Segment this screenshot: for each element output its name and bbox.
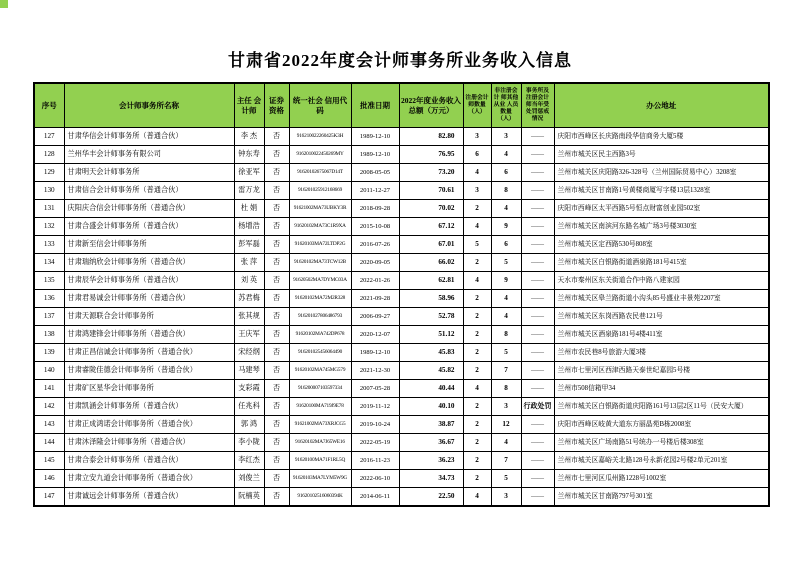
table-row [34,236,769,254]
cell-serial: 141 [34,380,64,398]
cell-cpa-count: 4 [463,380,491,398]
cell-securities-qualification: 否 [264,434,289,452]
cell-cpa-count: 2 [463,434,491,452]
cell-securities-qualification: 否 [264,182,289,200]
cell-office-address: 兰州市城关区广场南路51号统办一号楼后楼308室 [554,434,769,452]
table-row [34,308,769,326]
cell-securities-qualification: 否 [264,308,289,326]
cell-penalty-status: —— [521,488,554,507]
cell-firm-name: 甘肃明天会计师事务所 [64,164,234,182]
cell-credit-code: 91620502MA7DYMC03A [289,272,351,290]
cell-firm-name: 庆阳庆合信会计师事务所（普通合伙） [64,200,234,218]
cell-chief-accountant: 宋经纲 [234,344,264,362]
cell-other-staff-count: 3 [491,488,521,507]
cell-chief-accountant: 苏君梅 [234,290,264,308]
cell-penalty-status: —— [521,416,554,434]
cell-revenue: 62.81 [399,272,463,290]
cell-serial: 133 [34,236,64,254]
cell-office-address: 兰州市城关区嘉峪关北路128号永新花园2号楼2单元201室 [554,452,769,470]
cell-office-address: 兰州市城关区定西路530号808室 [554,236,769,254]
cell-other-staff-count: 4 [491,290,521,308]
cell-securities-qualification: 否 [264,254,289,272]
cell-serial: 144 [34,434,64,452]
cell-approval-date: 2006-09-27 [351,308,399,326]
cell-other-staff-count: 5 [491,470,521,488]
cell-revenue: 82.80 [399,128,463,146]
cell-serial: 132 [34,218,64,236]
cell-approval-date: 2022-01-26 [351,272,399,290]
cell-chief-accountant: 李 杰 [234,128,264,146]
header-firm-name: 会计师事务所名称 [64,83,234,128]
cell-penalty-status: 行政处罚 [521,398,554,416]
cell-chief-accountant: 王庆军 [234,326,264,344]
cell-serial: 130 [34,182,64,200]
cell-revenue: 52.78 [399,308,463,326]
cell-office-address: 天水市秦州区东关街道合作中路八建家园 [554,272,769,290]
cell-penalty-status: —— [521,272,554,290]
cell-penalty-status: —— [521,146,554,164]
cell-firm-name: 甘肃正成鸿诺会计师事务所（普通合伙） [64,416,234,434]
header-office-address: 办公地址 [554,83,769,128]
cell-office-address: 兰州市城关区白银路街道酒泉路181号415室 [554,254,769,272]
cell-revenue: 58.96 [399,290,463,308]
cell-approval-date: 2020-09-05 [351,254,399,272]
cell-credit-code: 91620102MA7J65WE16 [289,434,351,452]
cell-securities-qualification: 否 [264,362,289,380]
cell-securities-qualification: 否 [264,290,289,308]
cell-credit-code: 91621002MA73XRJCG5 [289,416,351,434]
cell-office-address: 兰州市城关区东岗西路农民巷121号 [554,308,769,326]
cell-securities-qualification: 否 [264,218,289,236]
cell-chief-accountant: 阮楠英 [234,488,264,507]
cell-penalty-status: —— [521,380,554,398]
cell-chief-accountant: 马建琴 [234,362,264,380]
cell-serial: 146 [34,470,64,488]
cell-serial: 129 [34,164,64,182]
cell-chief-accountant: 张其规 [234,308,264,326]
cell-chief-accountant: 雷万龙 [234,182,264,200]
cell-serial: 138 [34,326,64,344]
table-row [34,470,769,488]
cell-firm-name: 甘肃天源联合会计师事务所 [64,308,234,326]
cell-cpa-count: 2 [463,326,491,344]
cell-other-staff-count: 3 [491,128,521,146]
cell-revenue: 70.61 [399,182,463,200]
cell-other-staff-count: 12 [491,416,521,434]
revenue-table [33,82,770,507]
cell-securities-qualification: 否 [264,398,289,416]
header-serial: 序号 [34,83,64,128]
cell-office-address: 兰州市农民巷8号旅游大厦3楼 [554,344,769,362]
scan-corner-artifact [0,0,8,8]
cell-penalty-status: —— [521,182,554,200]
cell-credit-code: 916201025456064490 [289,344,351,362]
cell-approval-date: 2016-07-26 [351,236,399,254]
cell-firm-name: 甘肃瑞纳欣会计师事务所（普通合伙） [64,254,234,272]
cell-approval-date: 2016-11-23 [351,452,399,470]
cell-revenue: 67.01 [399,236,463,254]
cell-approval-date: 2022-05-19 [351,434,399,452]
header-other-staff-count: 非注册会计 师其他从业 人员数量 （人） [491,83,521,128]
cell-securities-qualification: 否 [264,488,289,507]
header-penalty-status: 事务所及 注册会计 师当年受 处罚惩戒 情况 [521,83,554,128]
cell-firm-name: 甘肃君易诚会计师事务所（普通合伙） [64,290,234,308]
cell-firm-name: 兰州华丰会计师事务有限公司 [64,146,234,164]
cell-revenue: 36.67 [399,434,463,452]
cell-cpa-count: 3 [463,128,491,146]
cell-revenue: 76.95 [399,146,463,164]
cell-other-staff-count: 4 [491,434,521,452]
cell-credit-code: 916201027806486793 [289,308,351,326]
cell-other-staff-count: 5 [491,344,521,362]
cell-firm-name: 甘肃正昌信诚会计师事务所（普通合伙） [64,344,234,362]
cell-credit-code: 916201025912168669 [289,182,351,200]
cell-approval-date: 2021-12-30 [351,362,399,380]
cell-cpa-count: 2 [463,290,491,308]
cell-office-address: 兰州市城关区甘南路797号301室 [554,488,769,507]
cell-credit-code: 91620102MA73C1R9XA [289,218,351,236]
cell-other-staff-count: 3 [491,398,521,416]
cell-approval-date: 2018-09-28 [351,200,399,218]
cell-firm-name: 甘肃睿陇佳德会计师事务所（普通合伙） [64,362,234,380]
cell-cpa-count: 4 [463,164,491,182]
cell-chief-accountant: 彭军磊 [234,236,264,254]
cell-serial: 134 [34,254,64,272]
cell-approval-date: 1989-12-10 [351,128,399,146]
cell-revenue: 38.87 [399,416,463,434]
cell-office-address: 庆阳市西峰区长庆路南段华信商务大厦5楼 [554,128,769,146]
cell-firm-name: 甘肃合盛会计师事务所（普通合伙） [64,218,234,236]
cell-penalty-status: —— [521,434,554,452]
cell-other-staff-count: 9 [491,272,521,290]
cell-approval-date: 2007-05-28 [351,380,399,398]
cell-office-address: 兰州市城关区南滨河东路名城广场3号楼3030室 [554,218,769,236]
cell-serial: 145 [34,452,64,470]
cell-penalty-status: —— [521,308,554,326]
cell-credit-code: 916200007103597334 [289,380,351,398]
cell-cpa-count: 4 [463,218,491,236]
cell-serial: 142 [34,398,64,416]
table-row [34,434,769,452]
cell-other-staff-count: 6 [491,164,521,182]
table-row [34,164,769,182]
cell-firm-name: 甘肃鸿建锋会计师事务所（普通合伙） [64,326,234,344]
table-row [34,254,769,272]
cell-chief-accountant: 钟东寿 [234,146,264,164]
cell-chief-accountant: 刘 英 [234,272,264,290]
cell-office-address: 兰州市城关区民主西路3号 [554,146,769,164]
cell-serial: 147 [34,488,64,507]
header-approval-date: 批准日期 [351,83,399,128]
cell-serial: 137 [34,308,64,326]
table-row [34,380,769,398]
cell-revenue: 67.12 [399,218,463,236]
cell-other-staff-count: 7 [491,362,521,380]
table-row [34,182,769,200]
cell-cpa-count: 2 [463,452,491,470]
cell-credit-code: 91620102MA72M2R328 [289,290,351,308]
cell-serial: 135 [34,272,64,290]
cell-penalty-status: —— [521,218,554,236]
cell-revenue: 22.50 [399,488,463,507]
cell-penalty-status: —— [521,200,554,218]
cell-firm-name: 甘肃诚远会计师事务所（普通合伙） [64,488,234,507]
cell-chief-accountant: 杜 娟 [234,200,264,218]
cell-revenue: 70.02 [399,200,463,218]
cell-revenue: 40.10 [399,398,463,416]
cell-credit-code: 91620100MA719J9E78 [289,398,351,416]
cell-credit-code: 91620103MA7LYM5W9G [289,470,351,488]
cell-credit-code: 916210022260425K3H [289,128,351,146]
cell-approval-date: 2014-06-11 [351,488,399,507]
cell-credit-code: 91620100MA71F1RL5Q [289,452,351,470]
cell-penalty-status: —— [521,128,554,146]
table-body [34,128,769,507]
cell-chief-accountant: 徐亚军 [234,164,264,182]
cell-cpa-count: 2 [463,470,491,488]
page-title: 甘肃省2022年度会计师事务所业务收入信息 [228,51,572,70]
table-row [34,290,769,308]
cell-cpa-count: 2 [463,200,491,218]
cell-penalty-status: —— [521,344,554,362]
cell-chief-accountant: 刘俊兰 [234,470,264,488]
cell-approval-date: 1989-12-10 [351,146,399,164]
cell-approval-date: 2008-05-05 [351,164,399,182]
table-header-row [34,83,769,128]
cell-revenue: 73.20 [399,164,463,182]
cell-serial: 128 [34,146,64,164]
cell-securities-qualification: 否 [264,452,289,470]
cell-other-staff-count: 6 [491,236,521,254]
cell-revenue: 51.12 [399,326,463,344]
cell-firm-name: 甘肃沐泽隆会计师事务所（普通合伙） [64,434,234,452]
cell-chief-accountant: 任兆科 [234,398,264,416]
cell-office-address: 庆阳市西峰区太平西路5号恒点财富创业园502室 [554,200,769,218]
cell-firm-name: 甘肃立安九道会计师事务所（普通合伙） [64,470,234,488]
cell-credit-code: 9162010022450269MY [289,146,351,164]
cell-other-staff-count: 8 [491,326,521,344]
table-row [34,488,769,507]
cell-firm-name: 甘肃矿区星华会计师事务所 [64,380,234,398]
cell-revenue: 45.83 [399,344,463,362]
cell-cpa-count: 2 [463,362,491,380]
cell-other-staff-count: 7 [491,452,521,470]
cell-cpa-count: 4 [463,488,491,507]
cell-penalty-status: —— [521,326,554,344]
cell-cpa-count: 2 [463,254,491,272]
cell-office-address: 兰州市城关区白银路街道庆阳路161号13层2区11号（民安大厦） [554,398,769,416]
cell-cpa-count: 2 [463,308,491,326]
cell-firm-name: 甘肃合泰会计师事务所（普通合伙） [64,452,234,470]
cell-cpa-count: 6 [463,146,491,164]
cell-penalty-status: —— [521,236,554,254]
cell-serial: 143 [34,416,64,434]
table-row [34,416,769,434]
table-row [34,218,769,236]
cell-office-address: 兰州市七里河区西津西路天泰世纪嘉园5号楼 [554,362,769,380]
cell-credit-code: 91620102MA745MG579 [289,362,351,380]
cell-firm-name: 甘肃华信会计师事务所（普通合伙） [64,128,234,146]
cell-securities-qualification: 否 [264,200,289,218]
cell-penalty-status: —— [521,164,554,182]
cell-approval-date: 2020-12-07 [351,326,399,344]
table-row [34,398,769,416]
cell-penalty-status: —— [521,452,554,470]
table-row [34,362,769,380]
cell-securities-qualification: 否 [264,416,289,434]
cell-firm-name: 甘肃新至信会计师事务所 [64,236,234,254]
cell-office-address: 兰州市城关区庆阳路326-328号（兰州国际贸易中心）3208室 [554,164,769,182]
table-row [34,128,769,146]
cell-cpa-count: 4 [463,272,491,290]
cell-other-staff-count: 8 [491,182,521,200]
cell-penalty-status: —— [521,362,554,380]
cell-approval-date: 1989-12-10 [351,344,399,362]
cell-credit-code: 91620103MA72LTDP2G [289,236,351,254]
cell-other-staff-count: 4 [491,308,521,326]
cell-securities-qualification: 否 [264,326,289,344]
cell-revenue: 36.23 [399,452,463,470]
header-securities-qualification: 证券 资格 [264,83,289,128]
cell-penalty-status: —— [521,254,554,272]
cell-revenue: 40.44 [399,380,463,398]
cell-office-address: 兰州市508信箱甲34 [554,380,769,398]
cell-chief-accountant: 郭 鸿 [234,416,264,434]
header-credit-code: 统一社会 信用代码 [289,83,351,128]
cell-serial: 136 [34,290,64,308]
cell-penalty-status: —— [521,470,554,488]
cell-chief-accountant: 杨增浩 [234,218,264,236]
cell-revenue: 66.02 [399,254,463,272]
cell-credit-code: 91620102516060394K [289,488,351,507]
header-chief-accountant: 主任 会计师 [234,83,264,128]
cell-securities-qualification: 否 [264,146,289,164]
cell-securities-qualification: 否 [264,164,289,182]
cell-other-staff-count: 5 [491,254,521,272]
table-row [34,200,769,218]
cell-approval-date: 2021-09-28 [351,290,399,308]
cell-approval-date: 2022-06-10 [351,470,399,488]
cell-approval-date: 2019-10-24 [351,416,399,434]
cell-securities-qualification: 否 [264,236,289,254]
cell-other-staff-count: 9 [491,218,521,236]
cell-firm-name: 甘肃凯涵会计师事务所（普通合伙） [64,398,234,416]
cell-serial: 127 [34,128,64,146]
cell-credit-code: 91620102MA73TCW12B [289,254,351,272]
cell-credit-code: 91621002MA73UBKY3R [289,200,351,218]
cell-serial: 131 [34,200,64,218]
cell-other-staff-count: 8 [491,380,521,398]
cell-other-staff-count: 4 [491,200,521,218]
cell-cpa-count: 2 [463,344,491,362]
cell-chief-accountant: 李红杰 [234,452,264,470]
cell-securities-qualification: 否 [264,470,289,488]
cell-serial: 140 [34,362,64,380]
cell-penalty-status: —— [521,290,554,308]
cell-office-address: 兰州市七里河区瓜州路1228号1002室 [554,470,769,488]
cell-chief-accountant: 支彩霞 [234,380,264,398]
table-row [34,272,769,290]
cell-cpa-count: 2 [463,416,491,434]
cell-approval-date: 2015-10-08 [351,218,399,236]
cell-cpa-count: 3 [463,182,491,200]
cell-revenue: 34.73 [399,470,463,488]
table-row [34,452,769,470]
cell-securities-qualification: 否 [264,272,289,290]
cell-firm-name: 甘肃辰华会计师事务所（普通合伙） [64,272,234,290]
cell-office-address: 兰州市城关区甘南路1号黄楼商厦写字楼13层1328室 [554,182,769,200]
cell-office-address: 兰州市城关区皋兰路街道小沟头85号盛业丰景苑2207室 [554,290,769,308]
cell-securities-qualification: 否 [264,128,289,146]
header-cpa-count: 注册会计 师数量 （人） [463,83,491,128]
cell-approval-date: 2011-12-27 [351,182,399,200]
cell-revenue: 45.82 [399,362,463,380]
table-row [34,344,769,362]
cell-securities-qualification: 否 [264,344,289,362]
cell-chief-accountant: 张 萍 [234,254,264,272]
cell-office-address: 兰州市城关区酒泉路181号4楼411室 [554,326,769,344]
cell-cpa-count: 2 [463,398,491,416]
cell-credit-code: 91620102675067D14T [289,164,351,182]
cell-chief-accountant: 李小陇 [234,434,264,452]
cell-serial: 139 [34,344,64,362]
cell-other-staff-count: 4 [491,146,521,164]
cell-firm-name: 甘肃信合会计师事务所（普通合伙） [64,182,234,200]
cell-cpa-count: 5 [463,236,491,254]
header-revenue-2022: 2022年度业务收入 总额（万元） [399,83,463,128]
cell-office-address: 庆阳市西峰区岐黄大道东方丽晶苑B栋2008室 [554,416,769,434]
cell-securities-qualification: 否 [264,380,289,398]
cell-approval-date: 2019-11-12 [351,398,399,416]
table-row [34,326,769,344]
cell-credit-code: 91620102MA742DP678 [289,326,351,344]
table-row [34,146,769,164]
